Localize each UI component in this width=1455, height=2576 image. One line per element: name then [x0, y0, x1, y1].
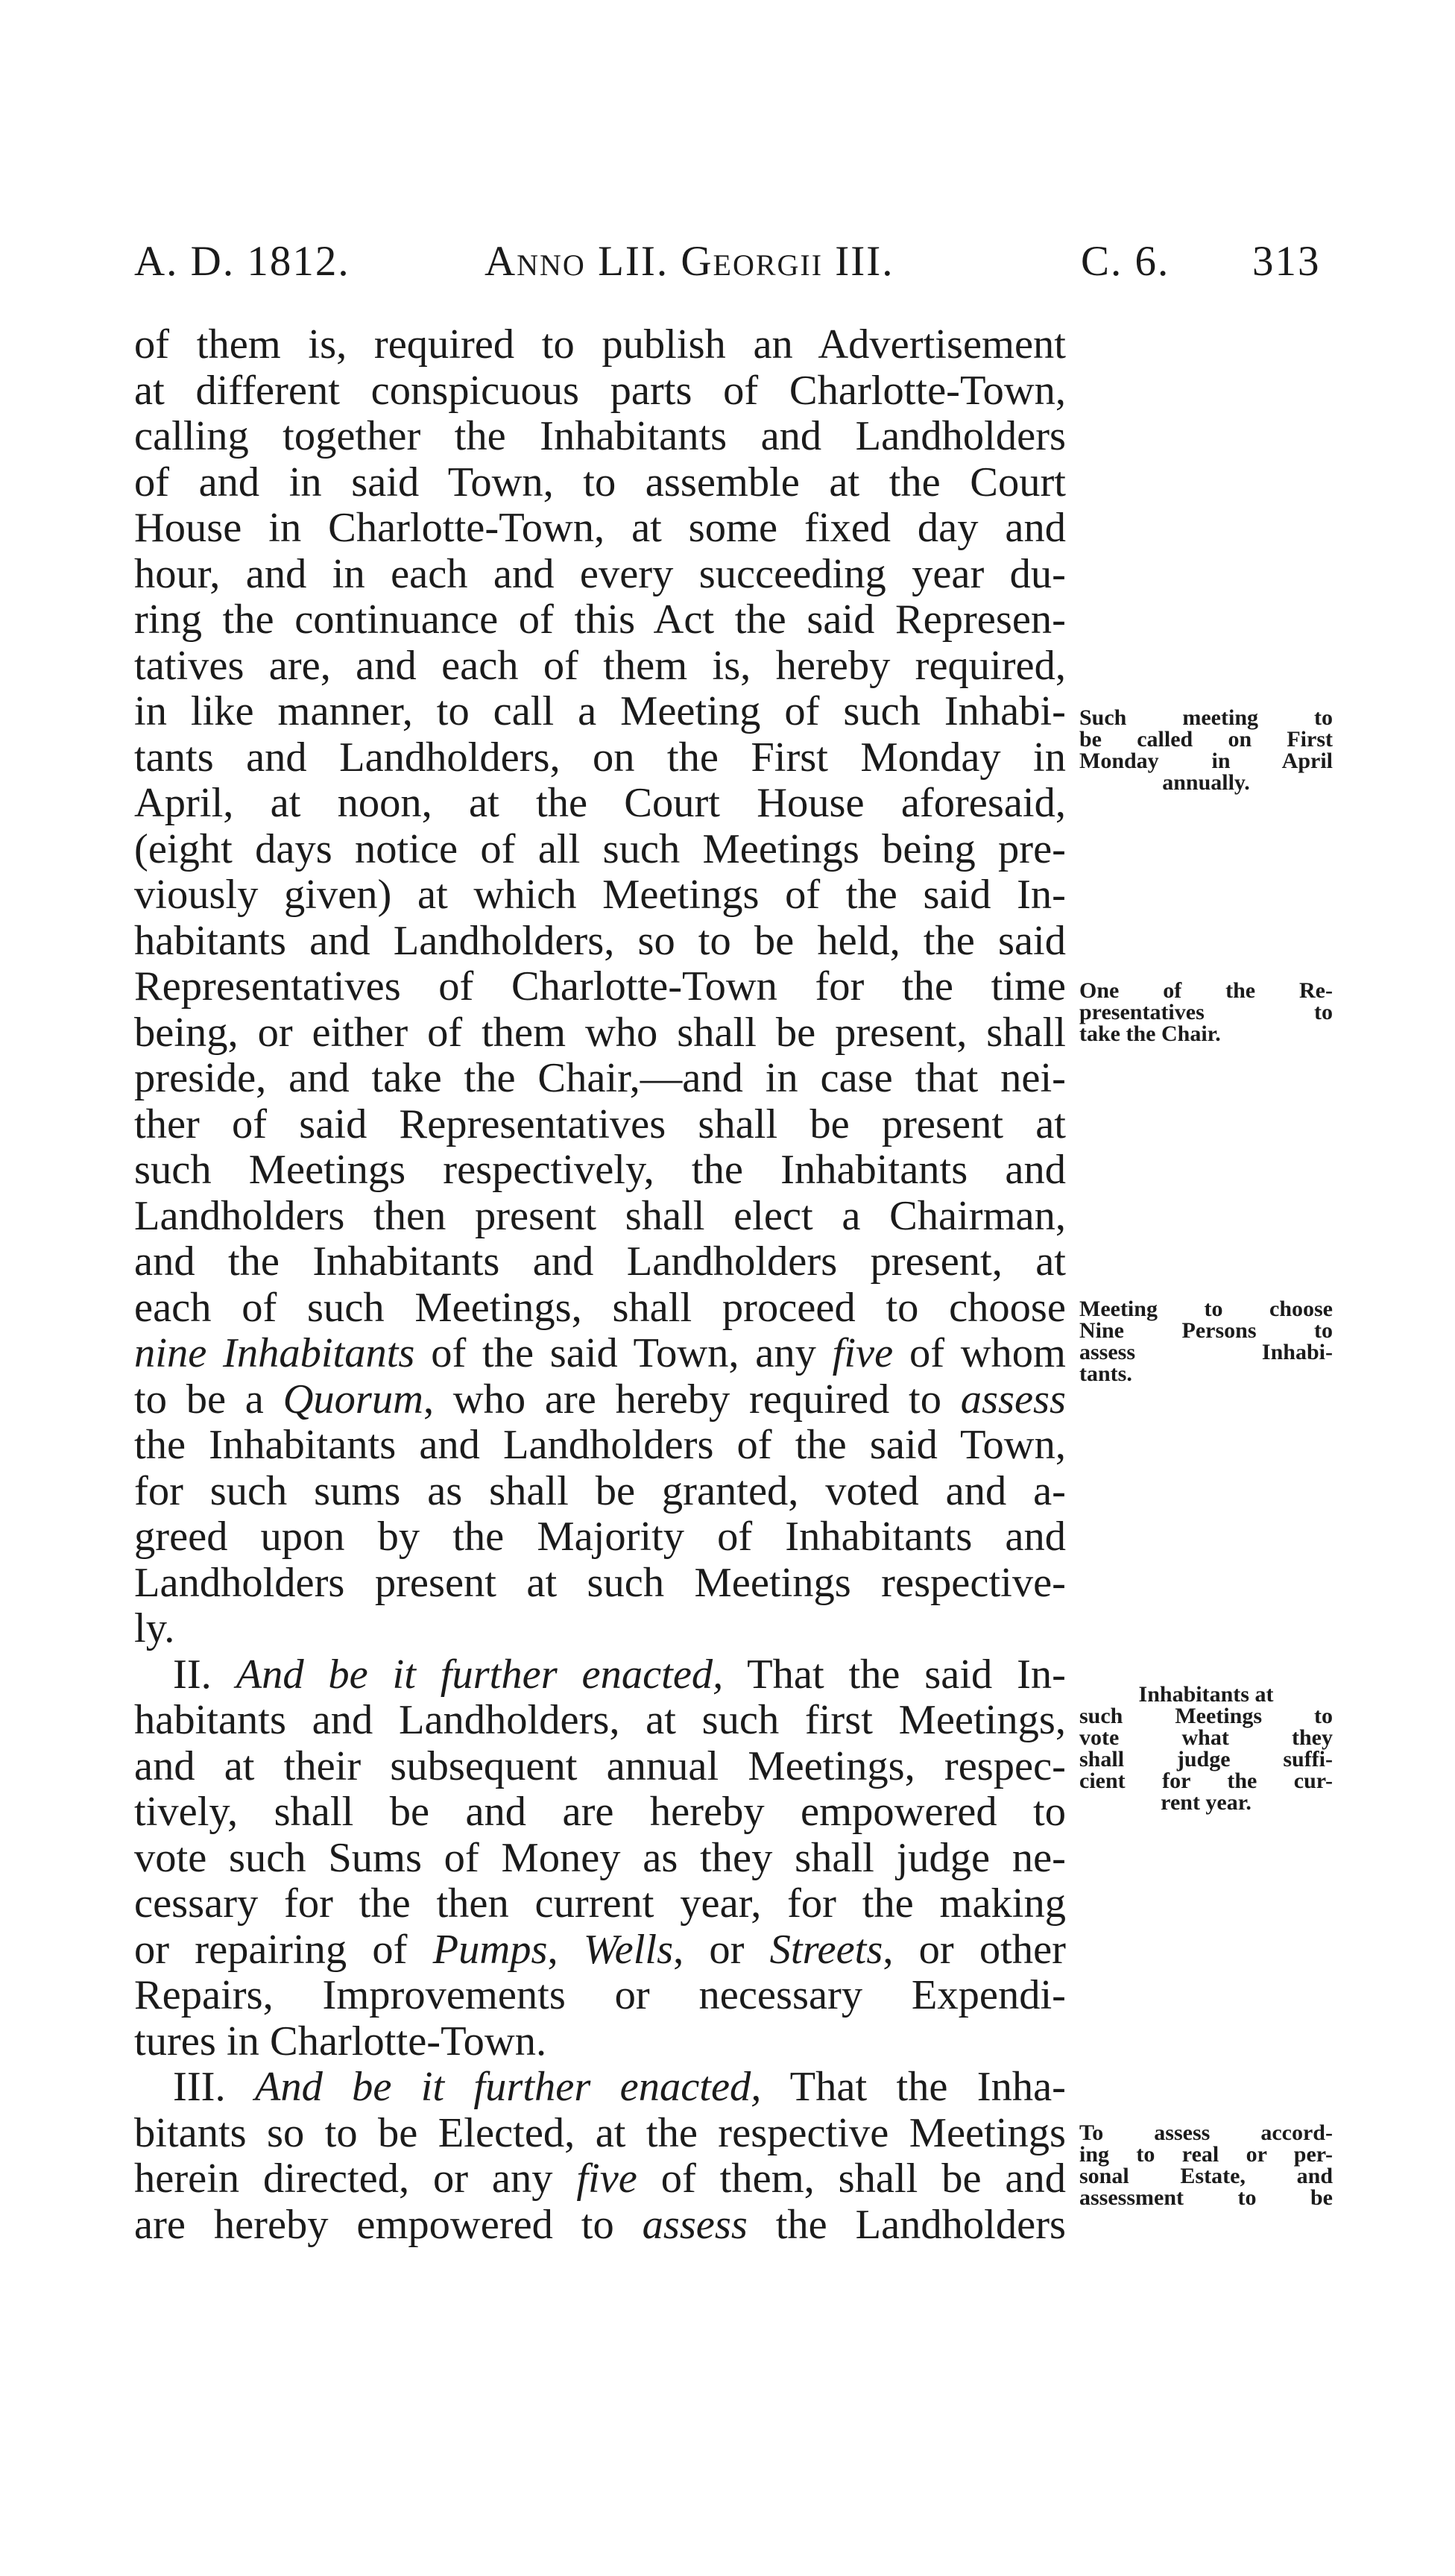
- text-line: bitants so to be Elected, at the respective Meetings: [134, 2109, 1066, 2156]
- text-line: April, at noon, at the Court House aforesaid,: [134, 780, 1066, 826]
- section-number: II.: [173, 1651, 236, 1698]
- text-run: That the said In-: [723, 1651, 1066, 1698]
- italic-word: assess: [642, 2201, 748, 2248]
- text-line: cessary for the then current year, for the making: [134, 1880, 1066, 1927]
- section-iii-start: [134, 2065, 1066, 2111]
- text-line: Landholders then present shall elect a Chairman,: [134, 1192, 1066, 1239]
- text-line: at different conspicuous parts of Charlotte-Town,: [134, 367, 1066, 414]
- margin-note-line: Such meeting to: [1079, 705, 1333, 730]
- text-run: of them, shall be and: [637, 2155, 1066, 2202]
- margin-note-vote-sums: [1079, 1684, 1333, 1813]
- margin-note-line: Nine Persons to: [1079, 1318, 1333, 1343]
- text-line: House in Charlotte-Town, at some fixed day and: [134, 505, 1066, 551]
- italic-word: Pumps: [432, 1926, 548, 1973]
- text-line: each of such Meetings, shall proceed to choose: [134, 1284, 1066, 1331]
- page-number: 313: [1252, 238, 1321, 285]
- text-run: or repairing of: [134, 1926, 433, 1973]
- text-run: herein directed, or any: [134, 2155, 577, 2202]
- text-line: for such sums as shall be granted, voted and a-: [134, 1467, 1066, 1514]
- header-chapter: C. 6.: [1081, 238, 1170, 285]
- margin-note-line: tants.: [1079, 1361, 1132, 1386]
- text-line: hour, and in each and every succeeding year du-: [134, 550, 1066, 597]
- margin-note-line: rent year.: [1161, 1790, 1252, 1815]
- text-line: habitants and Landholders, so to be held, the said: [134, 917, 1066, 964]
- italic-word: Wells: [583, 1926, 674, 1973]
- text-line: ring the continuance of this Act the said Represen-: [134, 596, 1066, 643]
- text-run: ,: [547, 1926, 584, 1973]
- text-line: such Meetings respectively, the Inhabitants and: [134, 1147, 1066, 1193]
- text-line: ther of said Representatives shall be present at: [134, 1100, 1066, 1147]
- margin-note-choose-nine: [1079, 1298, 1333, 1385]
- text-run: the Landholders: [747, 2201, 1066, 2248]
- margin-note-line: vote what they: [1079, 1725, 1333, 1750]
- text-line-with-italics: [134, 1331, 1066, 1377]
- margin-note-line: assess Inhabi-: [1079, 1340, 1333, 1364]
- text-line: preside, and take the Chair,—and in case that nei-: [134, 1055, 1066, 1101]
- text-line: tatives are, and each of them is, hereby required,: [134, 642, 1066, 689]
- text-line: the Inhabitants and Landholders of the said Town,: [134, 1422, 1066, 1468]
- text-line: Repairs, Improvements or necessary Expendi-: [134, 1972, 1066, 2018]
- text-line: ly.: [134, 1605, 175, 1651]
- text-line: being, or either of them who shall be present, shall: [134, 1009, 1066, 1056]
- text-run: are hereby empowered to: [134, 2201, 643, 2248]
- margin-note-line: Inhabitants at: [1138, 1682, 1274, 1707]
- italic-phrase: Quorum: [283, 1376, 423, 1423]
- text-line: of them is, required to publish an Advertisement: [134, 321, 1066, 368]
- italic-word: Streets: [769, 1926, 883, 1973]
- margin-note-line: assessment to be: [1079, 2185, 1333, 2210]
- header-regnal-year: Anno LII. Georgii III.: [485, 238, 894, 285]
- italic-word: five: [576, 2155, 637, 2202]
- margin-note-line: be called on First: [1079, 727, 1333, 752]
- text-line: and at their subsequent annual Meetings, respec-: [134, 1742, 1066, 1789]
- text-line: greed upon by the Majority of Inhabitants and: [134, 1514, 1066, 1560]
- margin-note-line: annually.: [1162, 770, 1250, 795]
- text-run: , who are hereby required to: [423, 1376, 961, 1423]
- text-line-with-italics: [134, 1377, 1066, 1423]
- text-run: of the said Town, any: [414, 1330, 833, 1376]
- text-run: of whom: [893, 1330, 1067, 1376]
- margin-note-line: sonal Estate, and: [1079, 2164, 1333, 2188]
- text-line: tants and Landholders, on the First Monday in: [134, 734, 1066, 781]
- section-ii-start: [134, 1652, 1066, 1698]
- running-header: [134, 237, 1342, 289]
- margin-note-line: Monday in April: [1079, 749, 1333, 773]
- text-line: and the Inhabitants and Landholders present, at: [134, 1238, 1066, 1285]
- text-run: , or other: [883, 1926, 1066, 1973]
- text-line: in like manner, to call a Meeting of such Inhabi-: [134, 688, 1066, 734]
- section-number: III.: [173, 2064, 255, 2110]
- main-text-column: [134, 322, 1066, 2248]
- margin-note-assess-estate: [1079, 2122, 1333, 2208]
- text-line-with-italics: [134, 2156, 1066, 2202]
- margin-note-line: One of the Re-: [1079, 978, 1333, 1003]
- margin-note-line: take the Chair.: [1079, 1021, 1221, 1046]
- text-line: Landholders present at such Meetings respective-: [134, 1559, 1066, 1606]
- enacting-clause: And be it further enacted,: [254, 2064, 762, 2110]
- text-line-with-italics: [134, 1927, 1066, 1974]
- text-line: calling together the Inhabitants and Landholders: [134, 413, 1066, 459]
- text-line: habitants and Landholders, at such first Meetings,: [134, 1697, 1066, 1743]
- text-line: tively, shall be and are hereby empowered to: [134, 1789, 1066, 1835]
- text-line: vote such Sums of Money as they shall judge ne-: [134, 1834, 1066, 1881]
- text-run: , or: [673, 1926, 770, 1973]
- text-line: viously given) at which Meetings of the said In-: [134, 872, 1066, 918]
- margin-note-line: such Meetings to: [1079, 1704, 1333, 1728]
- italic-phrase: five: [832, 1330, 894, 1376]
- text-line-with-italics: [134, 2202, 1066, 2249]
- italic-phrase: assess: [960, 1376, 1066, 1423]
- text-line: tures in Charlotte-Town.: [134, 2018, 547, 2065]
- text-line: (eight days notice of all such Meetings being pre-: [134, 825, 1066, 872]
- margin-note-line: presentatives to: [1079, 1000, 1333, 1024]
- enacting-clause: And be it further enacted,: [236, 1651, 724, 1698]
- margin-note-line: cient for the cur-: [1079, 1769, 1333, 1793]
- text-line: Representatives of Charlotte-Town for the time: [134, 963, 1066, 1010]
- margin-note-line: To assess accord-: [1079, 2120, 1333, 2145]
- text-line: of and in said Town, to assemble at the Court: [134, 459, 1066, 506]
- text-run: That the Inha-: [761, 2064, 1066, 2110]
- margin-note-take-chair: [1079, 980, 1333, 1045]
- margin-note-line: Meeting to choose: [1079, 1297, 1333, 1321]
- margin-note-line: ing to real or per-: [1079, 2142, 1333, 2167]
- header-year: A. D. 1812.: [134, 238, 350, 285]
- text-run: to be a: [134, 1376, 283, 1423]
- italic-phrase: nine Inhabitants: [134, 1330, 415, 1376]
- margin-note-first-monday: [1079, 707, 1333, 793]
- margin-note-line: shall judge suffi-: [1079, 1747, 1333, 1772]
